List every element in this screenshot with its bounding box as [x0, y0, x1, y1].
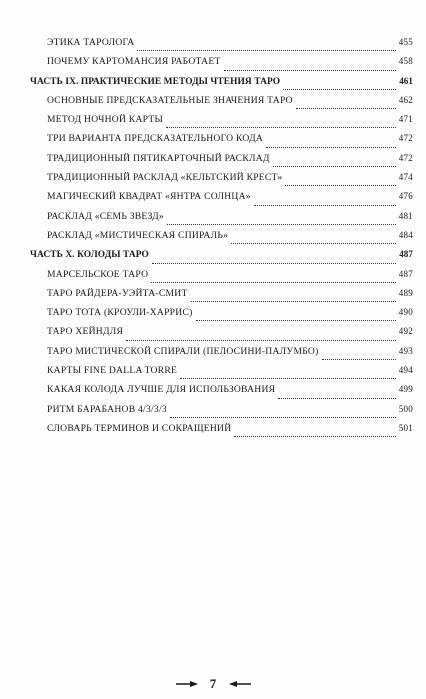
toc-entry-page: 499: [398, 384, 413, 395]
leader-dots: [166, 127, 396, 128]
leader-dots: [296, 108, 396, 109]
toc-part-title: ЧАСТЬ X. КОЛОДЫ ТАРО: [30, 250, 149, 261]
left-ornament-icon: [176, 680, 200, 688]
toc-entry-title: МАГИЧЕСКИЙ КВАДРАТ «ЯНТРА СОЛНЦА»: [47, 191, 251, 203]
leader-dots: [191, 301, 396, 302]
toc-entry[interactable]: [30, 95, 413, 114]
toc-entry-title: ТРАДИЦИОННЫЙ РАСКЛАД «КЕЛЬТСКИЙ КРЕСТ»: [47, 172, 283, 184]
toc-part-title: ЧАСТЬ IX. ПРАКТИЧЕСКИЕ МЕТОДЫ ЧТЕНИЯ ТАРО: [30, 76, 281, 87]
leader-dots: [224, 70, 396, 71]
toc-entry-page: 487: [399, 249, 413, 260]
toc-entry-title: ТАРО ТОТА (КРОУЛИ-ХАРРИС): [47, 307, 193, 319]
toc-entry-page: 471: [398, 114, 413, 125]
toc-entry-page: 487: [398, 268, 413, 279]
leader-dots: [180, 378, 396, 379]
toc-part-heading[interactable]: [30, 249, 413, 268]
toc-entry[interactable]: [30, 211, 413, 230]
toc-entry-title: ТАРО ХЕЙНДЛЯ: [47, 326, 124, 338]
toc-entry[interactable]: [30, 133, 413, 152]
toc-entry-page: 472: [398, 152, 413, 163]
toc-entry-page: 462: [398, 94, 413, 105]
toc-entry[interactable]: [30, 114, 413, 133]
leader-dots: [234, 436, 395, 437]
leader-dots: [278, 398, 395, 399]
toc-entry-page: 493: [398, 345, 413, 356]
leader-dots: [126, 340, 396, 341]
toc-entry[interactable]: [30, 153, 413, 172]
toc-entry[interactable]: [30, 423, 413, 442]
toc-entry-page: 455: [398, 37, 413, 47]
toc-entry-page: 474: [398, 172, 413, 183]
toc-entry-title: КАРТЫ FINE DALLA TORRE: [47, 365, 178, 377]
toc-entry-title: ТАРО МИСТИЧЕСКОЙ СПИРАЛИ (ПЕЛОСИНИ-ПАЛУМБО): [47, 345, 319, 357]
toc-entry[interactable]: [30, 326, 413, 345]
toc-entry-title: СЛОВАРЬ ТЕРМИНОВ И СОКРАЩЕНИЙ: [47, 422, 232, 434]
toc-entry-page: 484: [398, 229, 413, 240]
toc-entry[interactable]: [30, 404, 413, 423]
toc-entry-page: 500: [398, 403, 413, 414]
toc-entry[interactable]: [30, 191, 413, 210]
toc-entry-page: 458: [398, 56, 413, 67]
toc-entry-page: 501: [398, 422, 413, 433]
page-number: 7: [209, 676, 217, 692]
toc-entry-title: ТАРО РАЙДЕРА-УЭЙТА-СМИТ: [47, 287, 188, 299]
toc-entry-title: РАСКЛАД «МИСТИЧЕСКАЯ СПИРАЛЬ»: [47, 229, 229, 241]
toc-entry[interactable]: [30, 37, 413, 56]
toc-entry-page: 492: [398, 326, 413, 337]
toc-entry[interactable]: [30, 56, 413, 75]
leader-dots: [254, 205, 396, 206]
toc-entry[interactable]: [30, 269, 413, 288]
toc-entry-title: ОСНОВНЫЕ ПРЕДСКАЗАТЕЛЬНЫЕ ЗНАЧЕНИЯ ТАРО: [47, 94, 293, 106]
leader-dots: [322, 359, 396, 360]
leader-dots: [167, 224, 396, 225]
toc-entry[interactable]: [30, 172, 413, 191]
leader-dots: [137, 50, 395, 51]
toc-entry-title: ТРАДИЦИОННЫЙ ПЯТИКАРТОЧНЫЙ РАСКЛАД: [47, 152, 270, 164]
leader-dots: [285, 185, 395, 186]
toc-entry[interactable]: [30, 288, 413, 307]
toc-entry[interactable]: [30, 230, 413, 249]
toc-entry[interactable]: [30, 346, 413, 365]
leader-dots: [231, 243, 396, 244]
toc-entry-page: 472: [398, 133, 413, 144]
toc-entry-title: МЕТОД НОЧНОЙ КАРТЫ: [47, 114, 164, 126]
toc-entry[interactable]: [30, 307, 413, 326]
leader-dots: [283, 89, 396, 90]
toc-entry-title: РАСКЛАД «СЕМЬ ЗВЕЗД»: [47, 210, 164, 222]
toc-entry-title: ПОЧЕМУ КАРТОМАНСИЯ РАБОТАЕТ: [47, 56, 221, 68]
leader-dots: [151, 282, 395, 283]
toc-entry-page: 489: [398, 287, 413, 298]
toc-entry-page: 461: [399, 75, 413, 86]
leader-dots: [152, 263, 396, 264]
leader-dots: [196, 320, 396, 321]
toc-part-heading[interactable]: [30, 76, 413, 95]
leader-dots: [170, 417, 396, 418]
toc-entry[interactable]: [30, 365, 413, 384]
toc-entry-title: ЭТИКА ТАРОЛОГА: [47, 37, 135, 48]
toc-entry-page: 494: [398, 365, 413, 376]
right-ornament-icon: [227, 680, 251, 688]
page-footer: [0, 675, 426, 692]
toc-entry-title: МАРСЕЛЬСКОЕ ТАРО: [47, 268, 149, 280]
toc-entry-title: КАКАЯ КОЛОДА ЛУЧШЕ ДЛЯ ИСПОЛЬЗОВАНИЯ: [47, 384, 276, 396]
toc-entry-page: 476: [398, 191, 413, 202]
leader-dots: [266, 147, 396, 148]
toc-entry[interactable]: [30, 384, 413, 403]
toc-entry-title: РИТМ БАРАБАНОВ 4/3/3/3: [47, 403, 167, 415]
toc-entry-title: ТРИ ВАРИАНТА ПРЕДСКАЗАТЕЛЬНОГО КОДА: [47, 133, 264, 145]
toc-entry-page: 490: [398, 307, 413, 318]
toc-entry-page: 481: [398, 210, 413, 221]
table-of-contents: [30, 37, 413, 442]
leader-dots: [273, 166, 396, 167]
